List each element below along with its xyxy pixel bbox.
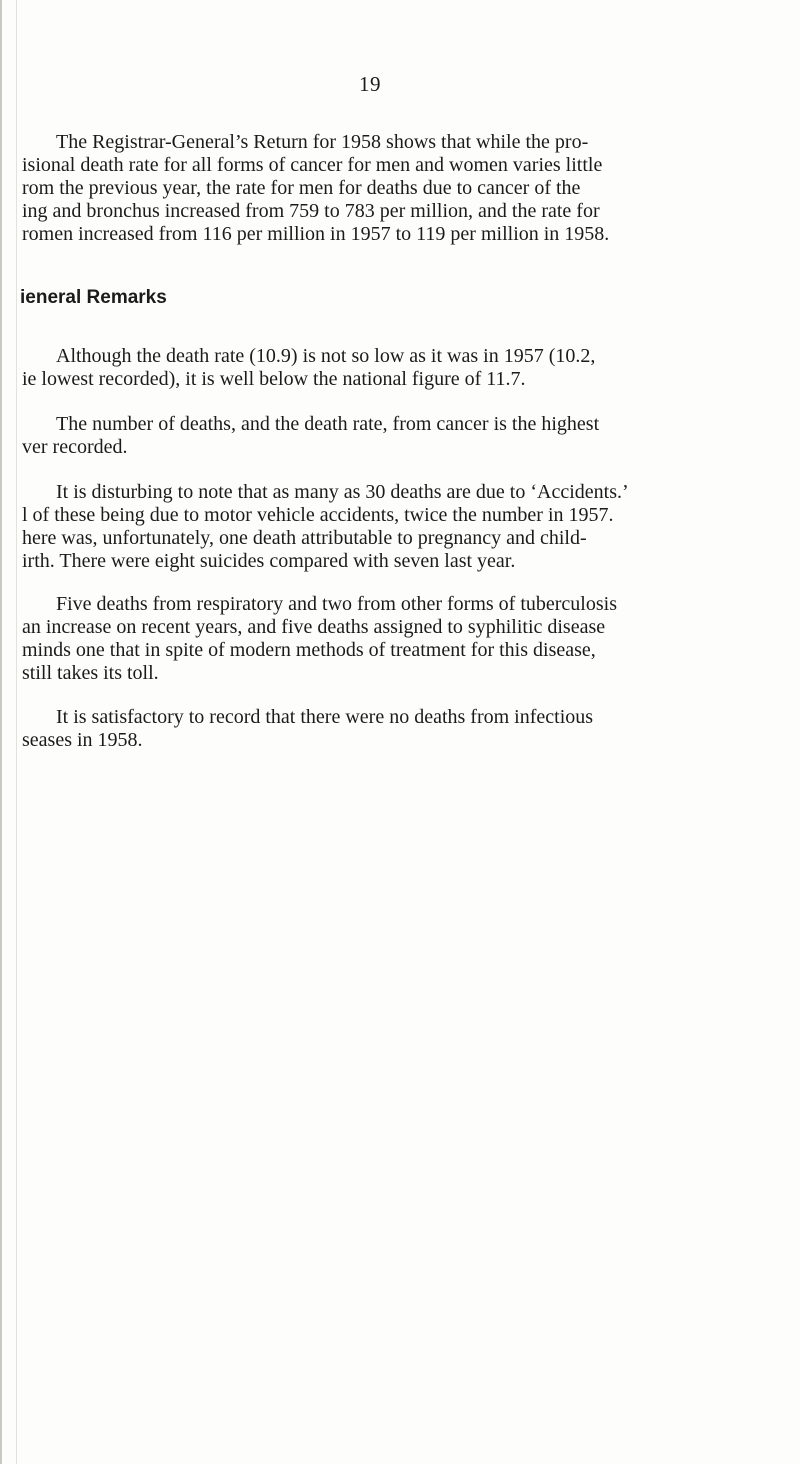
paragraph-2-line-1: Although the death rate (10.9) is not so low as it was in 1957 (10.2, <box>56 345 596 367</box>
paragraph-5-line-4: still takes its toll. <box>22 662 159 684</box>
paragraph-4-line-4: irth. There were eight suicides compared with seven last year. <box>22 550 516 572</box>
paragraph-1-line-1: The Registrar-General’s Return for 1958 shows that while the pro- <box>56 131 589 153</box>
paragraph-5-line-1: Five deaths from respiratory and two from other forms of tuberculosis <box>56 593 617 615</box>
paragraph-4-line-2: l of these being due to motor vehicle accidents, twice the number in 1957. <box>22 504 614 526</box>
paragraph-2-line-2: ie lowest recorded), it is well below the national figure of 11.7. <box>22 368 526 390</box>
page-edge <box>0 0 2 1464</box>
paragraph-3-line-2: ver recorded. <box>22 436 128 458</box>
paragraph-5-line-2: an increase on recent years, and five deaths assigned to syphilitic disease <box>22 616 606 638</box>
binding-shadow <box>16 0 17 1464</box>
paragraph-1-line-5: romen increased from 116 per million in 1957 to 119 per million in 1958. <box>22 223 610 245</box>
paragraph-3-line-1: The number of deaths, and the death rate, from cancer is the highest <box>56 413 600 435</box>
paragraph-1-line-2: isional death rate for all forms of cancer for men and women varies little <box>22 154 603 176</box>
page-number: 19 <box>359 72 381 96</box>
paragraph-4-line-3: here was, unfortunately, one death attributable to pregnancy and child- <box>22 527 587 549</box>
paragraph-6-line-1: It is satisfactory to record that there were no deaths from infectious <box>56 706 594 728</box>
paragraph-4-line-1: It is disturbing to note that as many as 30 deaths are due to ‘Accidents.’ <box>56 481 629 503</box>
paragraph-6-line-2: seases in 1958. <box>22 729 143 751</box>
section-heading: ieneral Remarks <box>20 287 167 308</box>
paragraph-5-line-3: minds one that in spite of modern methods of treatment for this disease, <box>22 639 596 661</box>
paragraph-1-line-3: rom the previous year, the rate for men for deaths due to cancer of the <box>22 177 581 199</box>
paragraph-1-line-4: ing and bronchus increased from 759 to 783 per million, and the rate for <box>22 200 600 222</box>
